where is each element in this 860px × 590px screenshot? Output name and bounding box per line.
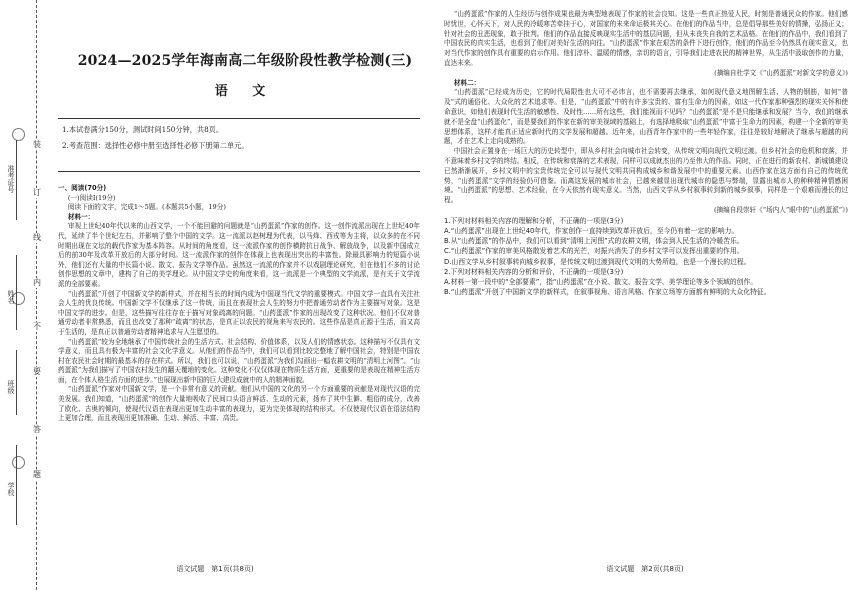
notice-line: 2.考查范围：选择性必修中册至选择性必修下册第二单元。 [62, 141, 249, 150]
binding-char: 线 [33, 233, 41, 242]
passage-paragraph: “山药蛋派”作家对中国新文学，是一个非常有意义的贡献。他们从中国的文化的另一个方面重要的贡献是对现代汉语的完美发展。我们知道，“山药蛋派”的创作大量地吸收了民间口头语言鲜活、生动的元素，扬弃了其中生僻、粗俗的成分，改善了欧化、古奥的倾向，使现代汉语在表现出更加生动丰富的表现力，更为完美体现的结构形式。不仅使现代汉语在语法结构上更加合理，而且表现出更加准确、生动、鲜活、丰富、高贵。 [58, 385, 420, 423]
question-option: A.材料一第一段中的“全部要素”，指“山药蛋派”在小说、散文、报告文学、美学理论等多个领域的创作。 [444, 277, 758, 286]
punch-hole [12, 456, 25, 469]
class-line [16, 350, 17, 415]
binding-char: 内 [33, 278, 41, 287]
material-label: 材料一： [67, 212, 95, 221]
page-footer: 语文试题 第2页(共8页) [606, 565, 684, 573]
binding-char: 要 [33, 367, 41, 376]
class-label: 班级 [7, 380, 15, 394]
question-stem: 2.下列对材料相关内容的分析和评价，不正确的一项是(3分) [444, 267, 624, 276]
punch-hole [12, 128, 25, 141]
question-option: B.从“山药蛋派”的作品中，我们可以看到“清明上河图”式的农耕文明，体会到人民生活的冷暖苦乐。 [444, 237, 744, 246]
exam-notice [58, 118, 420, 172]
binding-char: 装 [33, 140, 41, 149]
page-footer: 语文试题 第1页(共8页) [176, 565, 254, 573]
instruction: 阅读下面的文字，完成1～5题。(本题共5小题，19分) [67, 203, 226, 212]
school-label: 学校 [7, 482, 15, 496]
passage-paragraph: 审视上世纪40年代以来的山西文学，一个不能回避的问题就是“山药蛋派”作家的创作。这一创作流派出现在上世纪40年代，延续了半个世纪左右，并影响了整个中国的文学。这一流派以赵树理为代表，以马烽、西戎等为主将，以众多的在不同时期出现在文坛的载代作家为基本阵容。从时间的角度看，这一流派作家的创作横跨抗日战争、解放战争，以及新中国成立后的前30年及改革开放后的大部分时间。这一流派作家的创作在体裁上也表现出突出的丰富性。除最具影响力的短篇小说外，他们还有大量的中长篇小说、散文、报告文学等作品。虽然这一流派的作家并不以戏剧理论研究，但在他们不多的讨论创作思想的文章中，建构了自己的美学理论。从中国文学史的角度来看，这一流派是一个典型的文学流派，是有关于文学流派的全部要素。 [58, 222, 420, 288]
exam-title: 2024—2025学年海南高二年级阶段性教学检测(三) [77, 53, 413, 69]
exam-id-line [16, 140, 17, 220]
question-option: A.“山药蛋派”出现在上世纪40年代，作家创作一直持续到改革开放后，至今仍有着一定的影响力。 [444, 226, 739, 235]
school-line [16, 445, 17, 525]
section-heading: 一、阅读(70分) [58, 184, 107, 192]
page-2 [430, 0, 860, 590]
passage-paragraph: “山药蛋派”作家的人生经历与创作成果也最为典型地表现了作家的社会良知。这是一些真正热爱人民，时刻是普通民众的作家。他们感时忧世，心怀天下，对人民的冷暖寒苦牵挂于心，对国家的未来命运极其关心。在他们的作品当中，总是倡导那些美好的情操，弘扬正义；针对社会的丑恶现象，敢于批判。他们的作品直接反映现实生活中的基层问题，但从未丧失自我的艺术品格。在他们的作品中，我们看到了中国农民的真实生活，也看到了他们对美好生活的向往。“山药蛋派”作家在艰苦的条件下进行创作，他们的作品至今仍然具有现实意义，也对当代作家的创作具有重要的启示作用。他们淳朴、温暖的情感，亲切的语言，引导我们走进农民的精神世界，从生活中汲取创作的力量，直达未来。 [444, 10, 848, 67]
name-line [16, 255, 17, 330]
binding-char: 题 [33, 470, 41, 479]
reading-passage-continued [444, 10, 848, 297]
binding-margin [2, 0, 48, 590]
question-option: D.山西文学从乡村叙事转向城乡叙事，是传统文明过渡到现代文明的大势所趋，也是一个漫长的过程。 [444, 257, 751, 266]
passage-paragraph: “山药蛋派”已经成为历史，它的时代局限性也大可不必讳言，也不需要再去继承，如何现代意义地图解生活、人物的钢筋，如何“普及”式的通俗化、大众化的艺术追求等。但是，“山药蛋派”中的有许多宝贵的、富有生命力的因素，如这一代作家那种强烈的现实关怀和使命意识，如他们表现时代生活的敏感性、及时性……所有这些，我们能视而不见吗？“山药蛋派”是不是只能继承和发展？当今，我们的继承就不是全盘“山药蛋化”，而是要我们的作家在新的审美视域的基础上，有选择地吸取“山药蛋派”中富于生命力的因素，构建一个全新的审美思想体系，这样才能真正适应新时代的文学发展和超越。近年来，山西青年作家中的一些年轻作家，往往是较好地解决了继承与超越的问题，才在艺术上走向成熟的。 [444, 88, 848, 146]
binding-dashed-line [36, 0, 37, 590]
binding-char: 答 [33, 425, 41, 434]
notice-line: 1.本试卷满分150分，测试时间150分钟，共8页。 [62, 125, 224, 134]
subject-title: 语 文 [214, 84, 276, 99]
exam-id-label: 准考证号 [7, 165, 15, 193]
material-label: 材料二： [453, 78, 481, 87]
passage-paragraph: “山药蛋派”开创了中国新文学的新样式，并在相当长的时间内成为中国现当代文学的重要模式。中国文学一直具有关注社会人生的优良传统。中国新文学不仅继承了这一传统，而且在表现社会人生的努力中把普通劳动者作为主要描写对象。这是中国文学的进步。但是，这些描写往往存在于描写对象疏离的问题。“山药蛋派”作家的出现改变了这种状况。他们不仅对普通劳动者非常熟悉，而且也改变了那种“疏离”的状态，是真正以农民的视角来写农民的。这些作品是真正源于生活，而又高于生活的，是真正以普通劳动者精神追求与人生愿望的。 [58, 289, 420, 336]
binding-char: 不 [33, 322, 41, 331]
passage-paragraph: 中国社会正置身在一场巨大的历史转型中，即从乡村社会向城市社会转变，从传统文明向现代文明过渡。但乡村社会的危机和衰落，并不意味着乡村文学的终结。相反，在传统和衰落的艺术表现，同样可以成就杰出的乃至伟大的作品。同时，正在进行的新农村、新城镇建设已然渐渐展开，乡村文明中的宝贵传统完全可以与现代文明共同构成城乡和谐发展中中的重要元素。山西作家在这方面有自己的传统优势，“山药蛋派”文学的经验仍可借鉴。而离这发展的城市社会，已越来越显出现代城市的隐患与弊端，显露出城市人的种种精神情感困境。“山药蛋派”的思想、艺术经验，在今天依然有现实意义。当然，山西文学从乡村叙事转到新的城乡叙事，同样是一个艰难而漫长的过程。 [444, 147, 848, 205]
subsection-heading: (一)阅读Ⅰ(19分) [67, 193, 116, 202]
name-label: 姓名 [7, 290, 15, 304]
source-citation: (摘编自段崇轩《“场内人”眼中的“山药蛋派”》) [713, 205, 848, 214]
binding-char: 订 [33, 188, 41, 197]
question-option: B.“山药蛋派”开创了中国新文学的新样式，在叙事视角、语言风格、作家立场等方面都有鲜明的大众化特征。 [444, 288, 771, 297]
passage-paragraph: “山药蛋派”较为全地继承了中国传统社会的生活方式、社会结构、价值体系，以及人们的情感状态。这种描写不仅具有文学意义，而且具有极为丰富的社会文化学意义。从他们的作品当中，我们可以看到比较完整地了解中国社会，特别是中国农村在农民社会时期的最基本的存在样式。所以，我们也可以说，“山药蛋派”为我们勾画出一幅农耕文明的“清明上河图”。“山药蛋派”为我们描写了中国农村发生的翻天覆地的变化。这种变化不仅仅体现在物质生活方面，更重要的是表现在精神生活方面，在个体人格生活方面的进步。”也展现出新中国的巨大建设成就中的人的精神面貌。 [58, 337, 420, 384]
source-citation: (摘编自杜学文《“山药蛋派”对新文学的意义》) [714, 68, 848, 77]
question-stem: 1.下列对材料相关内容的理解和分析，不正确的一项是(3分) [444, 216, 624, 225]
reading-passage [58, 184, 420, 424]
question-option: C.“山药蛋派”作家的审美风格散发着艺术的光芒，对振兴消失了的乡村文学可以发挥出重要的作用。 [444, 247, 744, 256]
